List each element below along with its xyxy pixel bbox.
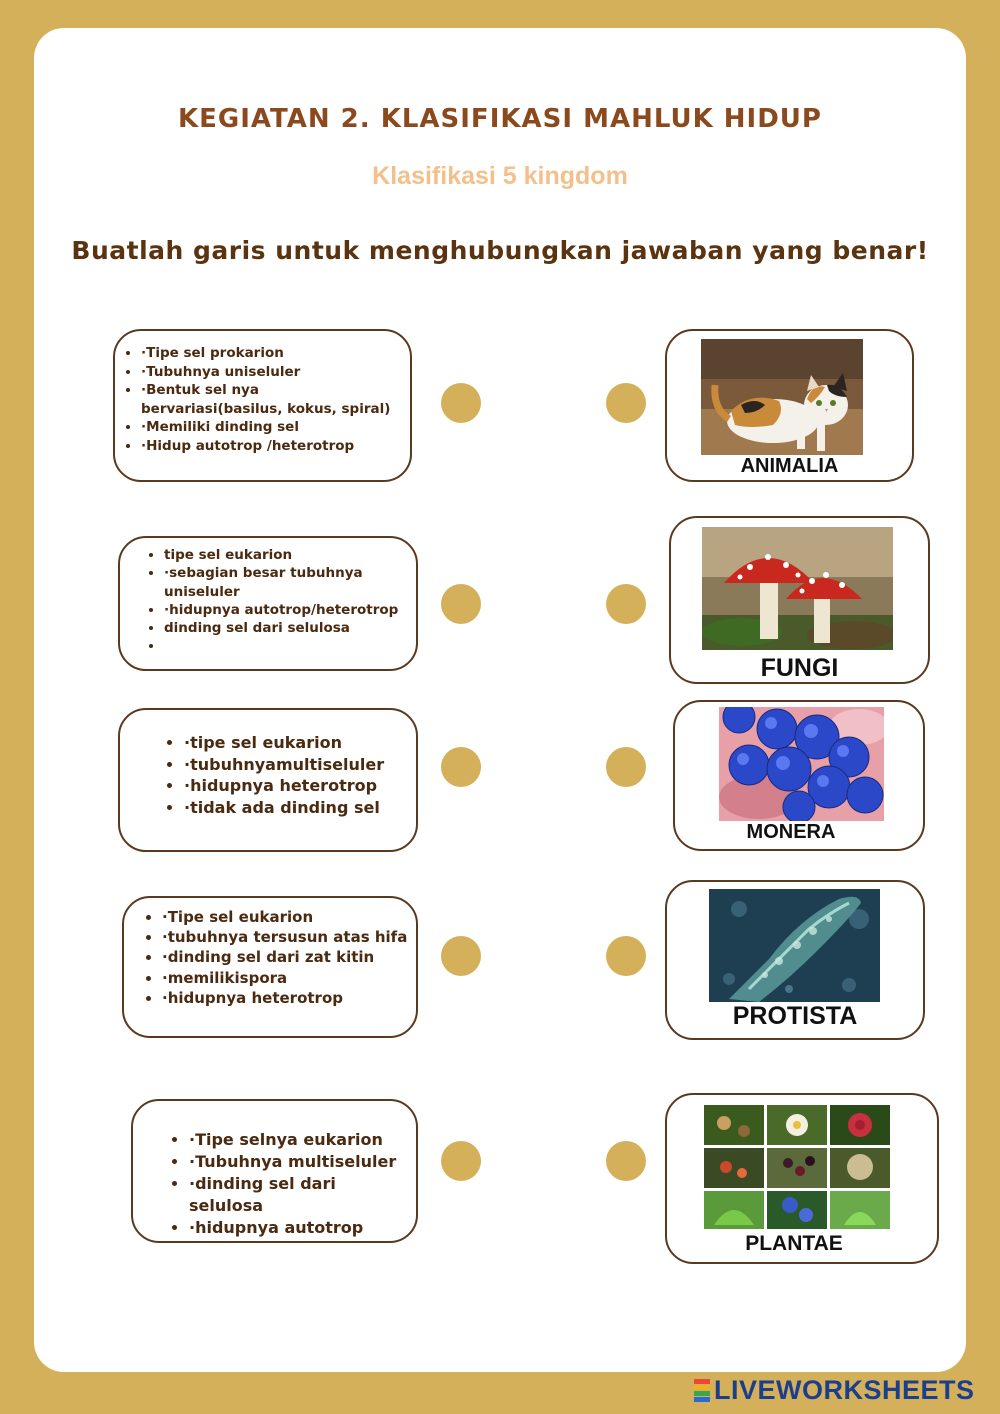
description-item: • ·hidupnya autotrop bbox=[189, 1217, 408, 1239]
kingdom-box-animalia bbox=[665, 329, 914, 482]
kingdom-label: PLANTAE bbox=[745, 1232, 843, 1255]
description-item: • ·dinding sel dari selulosa bbox=[189, 1173, 408, 1217]
description-item: • ·tubuhnya tersusun atas hifa bbox=[162, 927, 408, 947]
plants-image bbox=[704, 1105, 890, 1229]
description-item: • ·Tipe sel prokarion bbox=[141, 344, 400, 363]
right-connector-dot-3[interactable] bbox=[606, 747, 646, 787]
description-box-5 bbox=[131, 1099, 418, 1243]
description-item: • ·hidupnya heterotrop bbox=[162, 988, 408, 1008]
kingdom-box-plantae bbox=[665, 1093, 939, 1264]
left-connector-dot-4[interactable] bbox=[441, 936, 481, 976]
description-item: • ·Bentuk sel nya bervariasi(basilus, kokus, spiral) bbox=[141, 381, 400, 418]
description-item: • ·sebagian besar tubuhnya uniseluler bbox=[164, 564, 406, 601]
right-connector-dot-2[interactable] bbox=[606, 584, 646, 624]
kingdom-label: MONERA bbox=[746, 821, 836, 843]
liveworksheets-logo-icon bbox=[694, 1378, 710, 1402]
description-box-3 bbox=[118, 708, 418, 852]
description-box-1 bbox=[113, 329, 412, 482]
protist-image bbox=[709, 889, 880, 1002]
cat-image bbox=[701, 339, 863, 455]
description-box-2 bbox=[118, 536, 418, 671]
brand-name: LIVEWORKSHEETS bbox=[714, 1374, 975, 1405]
description-item: • ·Tipe selnya eukarion bbox=[189, 1129, 408, 1151]
description-item: • ·Hidup autotrop /heterotrop bbox=[141, 437, 400, 456]
description-item: • tipe sel eukarion bbox=[164, 546, 406, 564]
liveworksheets-brand bbox=[694, 1374, 975, 1405]
kingdom-box-monera bbox=[673, 700, 925, 851]
description-item: • ·hidupnya autotrop/heterotrop bbox=[164, 601, 406, 619]
mushroom-image bbox=[702, 527, 893, 650]
left-connector-dot-1[interactable] bbox=[441, 383, 481, 423]
kingdom-label: ANIMALIA bbox=[740, 455, 839, 477]
left-connector-dot-3[interactable] bbox=[441, 747, 481, 787]
kingdom-box-protista bbox=[665, 880, 925, 1040]
description-item: • ·hidupnya heterotrop bbox=[184, 775, 406, 797]
description-item: • ·Tipe sel eukarion bbox=[162, 907, 408, 927]
description-box-4 bbox=[122, 896, 418, 1038]
description-item bbox=[164, 637, 406, 655]
description-item: • ·tidak ada dinding sel bbox=[184, 797, 406, 819]
right-connector-dot-4[interactable] bbox=[606, 936, 646, 976]
description-item: • ·Tubuhnya multiseluler bbox=[189, 1151, 408, 1173]
instruction-text: Buatlah garis untuk menghubungkan jawaban yang benar! bbox=[71, 236, 929, 265]
right-connector-dot-1[interactable] bbox=[606, 383, 646, 423]
description-item: • ·Tubuhnya uniseluler bbox=[141, 363, 400, 382]
description-item: • dinding sel dari selulosa bbox=[164, 619, 406, 637]
description-item: • ·dinding sel dari zat kitin bbox=[162, 947, 408, 967]
page-subtitle: Klasifikasi 5 kingdom bbox=[372, 162, 628, 190]
description-item: • ·tubuhnyamultiseluler bbox=[184, 754, 406, 776]
right-connector-dot-5[interactable] bbox=[606, 1141, 646, 1181]
description-item: • ·Memiliki dinding sel bbox=[141, 418, 400, 437]
kingdom-label: FUNGI bbox=[760, 654, 839, 682]
description-item: • ·tipe sel eukarion bbox=[184, 732, 406, 754]
page-title: KEGIATAN 2. KLASIFIKASI MAHLUK HIDUP bbox=[178, 104, 822, 134]
left-connector-dot-2[interactable] bbox=[441, 584, 481, 624]
bacteria-image bbox=[719, 707, 884, 821]
kingdom-label: PROTISTA bbox=[732, 1002, 858, 1030]
kingdom-box-fungi bbox=[669, 516, 930, 684]
left-connector-dot-5[interactable] bbox=[441, 1141, 481, 1181]
description-item: • ·memilikispora bbox=[162, 968, 408, 988]
